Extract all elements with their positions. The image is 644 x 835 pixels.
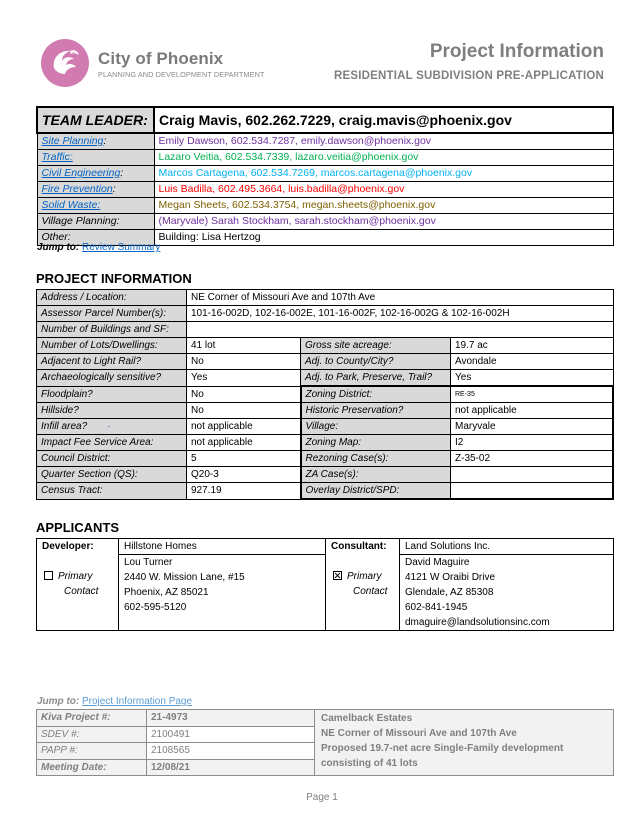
field-label: Zoning Map:	[301, 435, 451, 451]
team-contact-value: Building: Lisa Hertzog	[154, 230, 613, 246]
consultant-primary-checkbox-checked[interactable]	[333, 571, 342, 580]
field-value: No	[187, 354, 301, 370]
field-value: I2	[451, 435, 614, 451]
project-info-heading: PROJECT INFORMATION	[36, 271, 192, 286]
team-contact-value: (Maryvale) Sarah Stockham, sarah.stockham@phoenix.gov	[154, 214, 613, 230]
consultant-company: Land Solutions Inc.	[400, 539, 614, 555]
page-number: Page 1	[306, 792, 338, 803]
fire-prevention-link[interactable]: Fire Prevention	[41, 183, 113, 195]
field-label: Archaeologically sensitive?	[37, 370, 187, 387]
applicants-table	[36, 538, 614, 631]
team-role-label: Village Planning:	[37, 214, 154, 230]
field-value: Yes	[451, 370, 614, 387]
field-label: Adj. to Park, Preserve, Trail?	[301, 370, 451, 387]
project-row	[37, 370, 614, 387]
team-contact-value: Lazaro Veitia, 602.534.7339, lazaro.veitia@phoenix.gov	[154, 150, 613, 166]
field-value	[451, 483, 614, 500]
project-info-table	[36, 289, 614, 500]
jump-label: Jump to:	[37, 242, 80, 253]
project-row	[37, 322, 614, 338]
developer-primary-contact: Primary Contact	[42, 569, 113, 599]
project-row	[37, 467, 614, 483]
field-label: Zoning District:	[301, 386, 451, 403]
field-label: Council District:	[37, 451, 187, 467]
field-value: Avondale	[451, 354, 614, 370]
page-title: Project Information	[429, 41, 604, 62]
field-value: Q20-3	[187, 467, 301, 483]
field-label: Adjacent to Light Rail?	[37, 354, 187, 370]
developer-contact-details: Lou Turner 2440 W. Mission Lane, #15 Phoenix, AZ 85021 602-595-5120	[119, 555, 326, 631]
field-value	[451, 467, 614, 483]
civil-engineering-link[interactable]: Civil Engineering	[41, 167, 121, 179]
project-row	[37, 483, 614, 500]
summary-row	[37, 710, 614, 727]
field-label: Number of Lots/Dwellings:	[37, 338, 187, 354]
buildings-label: Number of Buildings and SF:	[37, 322, 187, 338]
project-row	[37, 419, 614, 435]
apn-label: Assessor Parcel Number(s):	[37, 306, 187, 322]
team-role-label: Civil Engineering:	[37, 166, 154, 182]
team-role-label: Site Planning:	[37, 133, 154, 150]
project-row	[37, 435, 614, 451]
jump-to-project-info	[37, 696, 192, 707]
field-label: Overlay District/SPD:	[301, 483, 451, 500]
consultant-role-label: Consultant:	[331, 541, 387, 552]
team-leader-label: TEAM LEADER:	[37, 107, 154, 133]
summary-key: SDEV #:	[37, 726, 147, 743]
summary-description: Camelback Estates NE Corner of Missouri Ave and 107th Ave Proposed 19.7-net acre Single-Family development consisting of 41 lots	[315, 710, 614, 776]
project-row	[37, 386, 614, 403]
phoenix-bird-logo-icon	[40, 38, 90, 88]
field-value: Z-35-02	[451, 451, 614, 467]
developer-company: Hillstone Homes	[119, 539, 326, 555]
project-row	[37, 354, 614, 370]
site-planning-link[interactable]: Site Planning	[41, 135, 104, 147]
address-value: NE Corner of Missouri Ave and 107th Ave	[187, 290, 614, 306]
team-table	[36, 106, 614, 246]
consultant-primary-contact: Primary Contact	[331, 569, 394, 599]
infill-marker: ·	[107, 421, 111, 432]
team-row	[37, 182, 613, 198]
summary-value: 12/08/21	[147, 759, 315, 776]
field-label: Adj. to County/City?	[301, 354, 451, 370]
team-role-label: Other:	[37, 230, 154, 246]
field-value: Yes	[187, 370, 301, 387]
traffic-link[interactable]: Traffic:	[41, 151, 73, 163]
jump-to-review	[37, 242, 160, 253]
apn-value: 101-16-002D, 102-16-002E, 101-16-002F, 102-16-002G & 102-16-002H	[187, 306, 614, 322]
field-value: not applicable	[187, 419, 301, 435]
summary-key: Kiva Project #:	[37, 710, 147, 727]
team-role-label	[37, 198, 154, 214]
team-contact-value: Emily Dawson, 602.534.7287, emily.dawson@phoenix.gov	[154, 133, 613, 150]
review-summary-link[interactable]: Review Summary	[82, 242, 161, 253]
team-contact-value: Luis Badilla, 602.495.3664, luis.badilla@phoenix.gov	[154, 182, 613, 198]
org-department: PLANNING AND DEVELOPMENT DEPARTMENT	[98, 70, 265, 79]
project-row	[37, 451, 614, 467]
project-row	[37, 403, 614, 419]
summary-value: 2100491	[147, 726, 315, 743]
field-value: No	[187, 403, 301, 419]
org-logo-text	[98, 50, 265, 79]
field-label: Census Tract:	[37, 483, 187, 500]
applicants-contact-row	[37, 555, 614, 631]
field-value: 927.19	[187, 483, 301, 500]
field-value: not applicable	[451, 403, 614, 419]
buildings-value	[187, 322, 614, 338]
field-label: ZA Case(s):	[301, 467, 451, 483]
summary-value: 21-4973	[147, 710, 315, 727]
summary-table	[36, 709, 614, 776]
project-row	[37, 290, 614, 306]
zoning-district-value: RE-35	[451, 386, 614, 403]
jump-label: Jump to:	[37, 696, 80, 707]
field-label: Gross site acreage:	[301, 338, 451, 354]
field-value: Maryvale	[451, 419, 614, 435]
applicants-company-row	[37, 539, 614, 555]
developer-primary-checkbox[interactable]	[44, 571, 53, 580]
page-subtitle: RESIDENTIAL SUBDIVISION PRE-APPLICATION	[334, 70, 604, 82]
field-label: Hillside?	[37, 403, 187, 419]
consultant-cell	[326, 539, 400, 631]
field-label: Rezoning Case(s):	[301, 451, 451, 467]
applicants-heading: APPLICANTS	[36, 520, 120, 535]
field-value: No	[187, 386, 301, 403]
org-name: City of Phoenix	[98, 49, 224, 68]
field-label: Village:	[301, 419, 451, 435]
team-leader-row	[37, 107, 613, 133]
project-row	[37, 306, 614, 322]
field-label: Quarter Section (QS):	[37, 467, 187, 483]
team-row	[37, 133, 613, 150]
solid-waste-link[interactable]: Solid Waste:	[41, 199, 101, 211]
project-row	[37, 338, 614, 354]
team-contact-value: Marcos Cartagena, 602.534.7269, marcos.cartagena@phoenix.gov	[154, 166, 613, 182]
summary-value: 2108565	[147, 743, 315, 760]
summary-key: PAPP #:	[37, 743, 147, 760]
team-role-label: Fire Prevention:	[37, 182, 154, 198]
field-value: 19.7 ac	[451, 338, 614, 354]
team-row	[37, 166, 613, 182]
field-label: Historic Preservation?	[301, 403, 451, 419]
team-row	[37, 198, 613, 214]
developer-role-label: Developer:	[42, 541, 94, 552]
field-label: Infill area? ·	[37, 419, 187, 435]
field-value: 5	[187, 451, 301, 467]
field-label: Floodplain?	[37, 386, 187, 403]
team-row	[37, 214, 613, 230]
team-leader-value: Craig Mavis, 602.262.7229, craig.mavis@phoenix.gov	[154, 107, 613, 133]
consultant-contact-details: David Maguire 4121 W Oraibi Drive Glendale, AZ 85308 602-841-1945 dmaguire@landsolutionsinc.com	[400, 555, 614, 631]
team-role-label	[37, 150, 154, 166]
project-information-page-link[interactable]: Project Information Page	[82, 696, 193, 707]
summary-key: Meeting Date:	[37, 759, 147, 776]
developer-cell	[37, 539, 119, 631]
field-label: Impact Fee Service Area:	[37, 435, 187, 451]
field-value: 41 lot	[187, 338, 301, 354]
field-value: not applicable	[187, 435, 301, 451]
team-contact-value: Megan Sheets, 602.534.3754, megan.sheets@phoenix.gov	[154, 198, 613, 214]
team-row	[37, 150, 613, 166]
address-label: Address / Location:	[37, 290, 187, 306]
